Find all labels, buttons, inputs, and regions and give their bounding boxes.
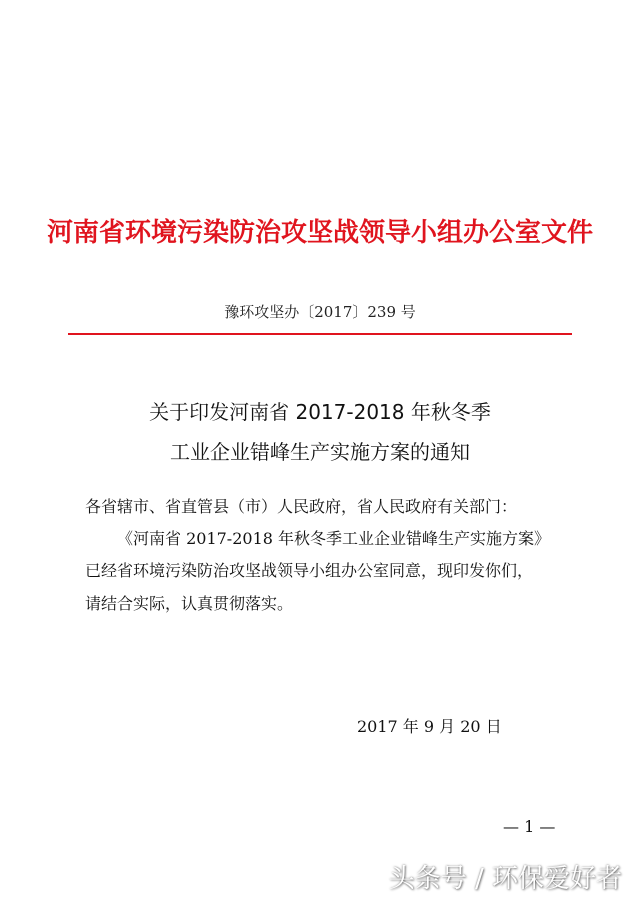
body-line-3: 已经省环境污染防治攻坚战领导小组办公室同意，现印发你们，	[85, 561, 534, 580]
body-line-4: 请结合实际，认真贯彻落实。	[85, 594, 294, 613]
header-divider-rule	[68, 333, 572, 335]
notice-title-line-2: 工业企业错峰生产实施方案的通知	[170, 440, 470, 464]
watermark-text: 头条号 / 环保爱好者	[388, 864, 622, 894]
signature-date: 2017 年 9 月 20 日	[357, 717, 502, 736]
notice-title-line-1: 关于印发河南省 2017-2018 年秋冬季	[149, 400, 491, 424]
body-line-2: 《河南省 2017-2018 年秋冬季工业企业错峰生产实施方案》	[117, 529, 551, 548]
document-header-title: 河南省环境污染防治攻坚战领导小组办公室文件	[46, 218, 593, 248]
body-line-recipients: 各省辖市、省直管县（市）人民政府，省人民政府有关部门：	[85, 497, 518, 516]
page-number: — 1 —	[503, 817, 556, 836]
document-number: 豫环攻坚办〔2017〕239 号	[224, 303, 416, 321]
